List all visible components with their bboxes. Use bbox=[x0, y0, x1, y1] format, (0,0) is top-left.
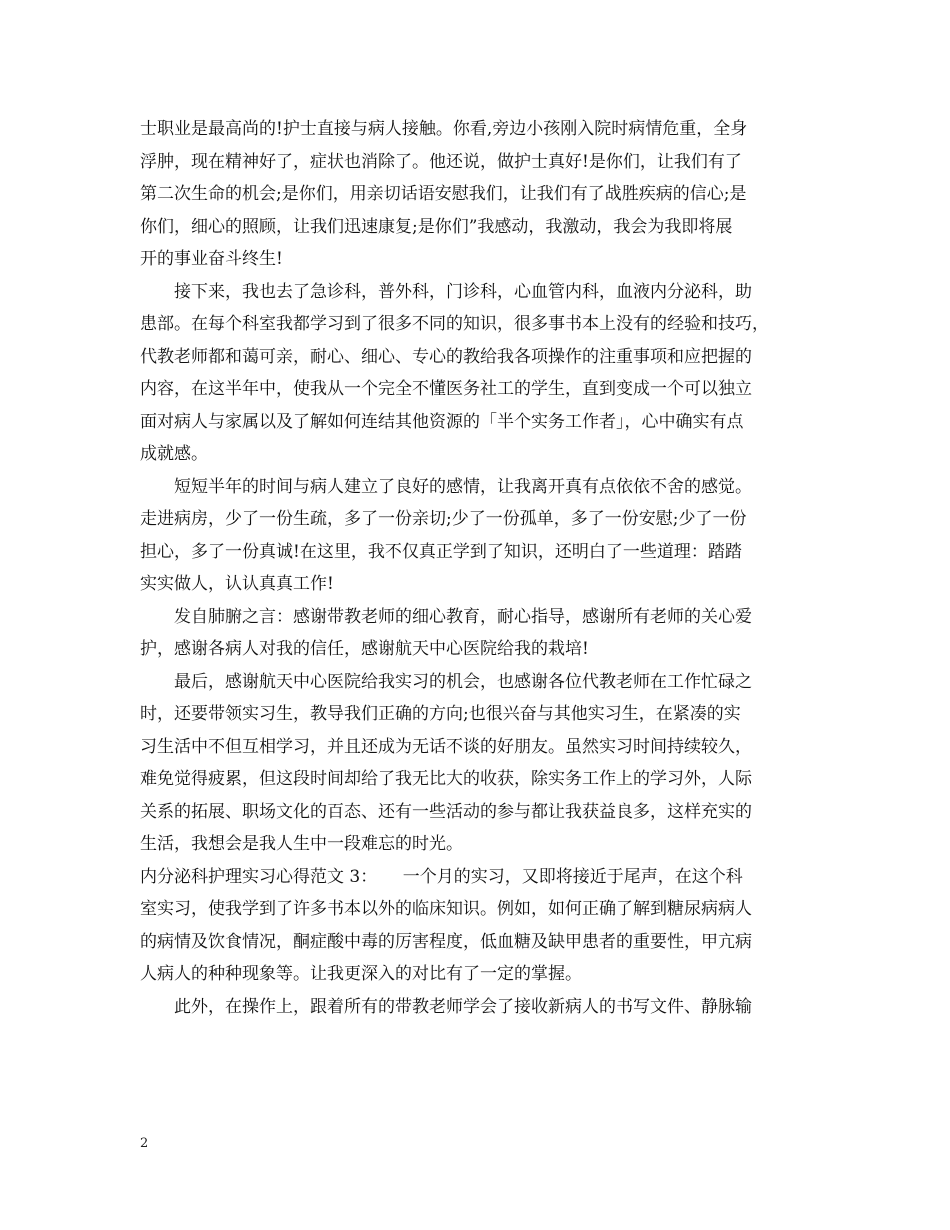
text-line: 时，还要带领实习生，教导我们正确的方向;也很兴奋与其他实习生，在紧凑的实 bbox=[140, 704, 741, 724]
page-number: 2 bbox=[140, 1136, 149, 1151]
text-line: 代教老师都和蔼可亲，耐心、细心、专心的教给我各项操作的注重事项和应把握的 bbox=[140, 346, 752, 367]
text-line: 患部。在每个科室我都学习到了很多不同的知识，很多事书本上没有的经验和技巧， bbox=[140, 314, 769, 334]
text-line: 面对病人与家属以及了解如何连结其他资源的「半个实务工作者」，心中确实有点 bbox=[140, 411, 744, 432]
text-line: 室实习，使我学到了许多书本以外的临床知识。例如，如何正确了解到糖尿病病人 bbox=[140, 899, 752, 919]
text-line: 发自肺腑之言：感谢带教老师的细心教育，耐心指导，感谢所有老师的关心爱 bbox=[174, 606, 752, 627]
text-line: 的病情及饮食情况，酮症酸中毒的厉害程度，低血糖及缺甲患者的重要性，甲亢病 bbox=[140, 931, 752, 952]
text-line: 人病人的种种现象等。让我更深入的对比有了一定的掌握。 bbox=[140, 964, 582, 984]
text-line: 开的事业奋斗终生! bbox=[140, 249, 283, 269]
text-line: 习生活中不但互相学习，并且还成为无话不谈的好朋友。虽然实习时间持续较久， bbox=[140, 736, 752, 757]
text-line: 走进病房，少了一份生疏，多了一份亲切;少了一份孤单，多了一份安慰;少了一份 bbox=[140, 509, 747, 529]
text-line: 内分泌科护理实习心得范文 3： 一个月的实习，又即将接近于尾声，在这个科 bbox=[140, 866, 743, 887]
text-line: 浮肿，现在精神好了，症状也消除了。他还说，做护士真好!是你们，让我们有了 bbox=[140, 151, 742, 172]
text-line: 此外，在操作上，跟着所有的带教老师学会了接收新病人的书写文件、静脉输 bbox=[174, 996, 752, 1017]
text-line: 短短半年的时间与病人建立了良好的感情，让我离开真有点依依不舍的感觉。 bbox=[174, 476, 752, 497]
text-line: 成就感。 bbox=[140, 444, 208, 464]
text-line: 关系的拓展、职场文化的百态、还有一些活动的参与都让我获益良多，这样充实的 bbox=[140, 801, 752, 822]
text-line: 士职业是最高尚的!护士直接与病人接触。你看,旁边小孩刚入院时病情危重，全身 bbox=[140, 119, 748, 139]
text-line: 你们，细心的照顾，让我们迅速康复;是你们”我感动，我激动，我会为我即将展 bbox=[140, 216, 733, 237]
document-body bbox=[140, 113, 820, 1023]
text-line: 护，感谢各病人对我的信任，感谢航天中心医院给我的栽培! bbox=[140, 639, 589, 659]
text-line: 最后，感谢航天中心医院给我实习的机会，也感谢各位代教老师在工作忙碌之 bbox=[174, 671, 752, 692]
text-line: 内容，在这半年中，使我从一个完全不懂医务社工的学生，直到变成一个可以独立 bbox=[140, 379, 752, 399]
text-line: 难免觉得疲累，但这段时间却给了我无比大的收获，除实务工作上的学习外，人际 bbox=[140, 769, 752, 789]
text-line: 接下来，我也去了急诊科，普外科，门诊科，心血管内科，血液内分泌科，助 bbox=[174, 281, 752, 302]
text-line: 实实做人，认认真真工作! bbox=[140, 574, 334, 594]
text-line: 第二次生命的机会;是你们，用亲切话语安慰我们，让我们有了战胜疾病的信心;是 bbox=[140, 184, 747, 204]
text-line: 生活，我想会是我人生中一段难忘的时光。 bbox=[140, 834, 463, 854]
text-line: 担心，多了一份真诚!在这里，我不仅真正学到了知识，还明白了一些道理：踏踏 bbox=[140, 541, 742, 562]
